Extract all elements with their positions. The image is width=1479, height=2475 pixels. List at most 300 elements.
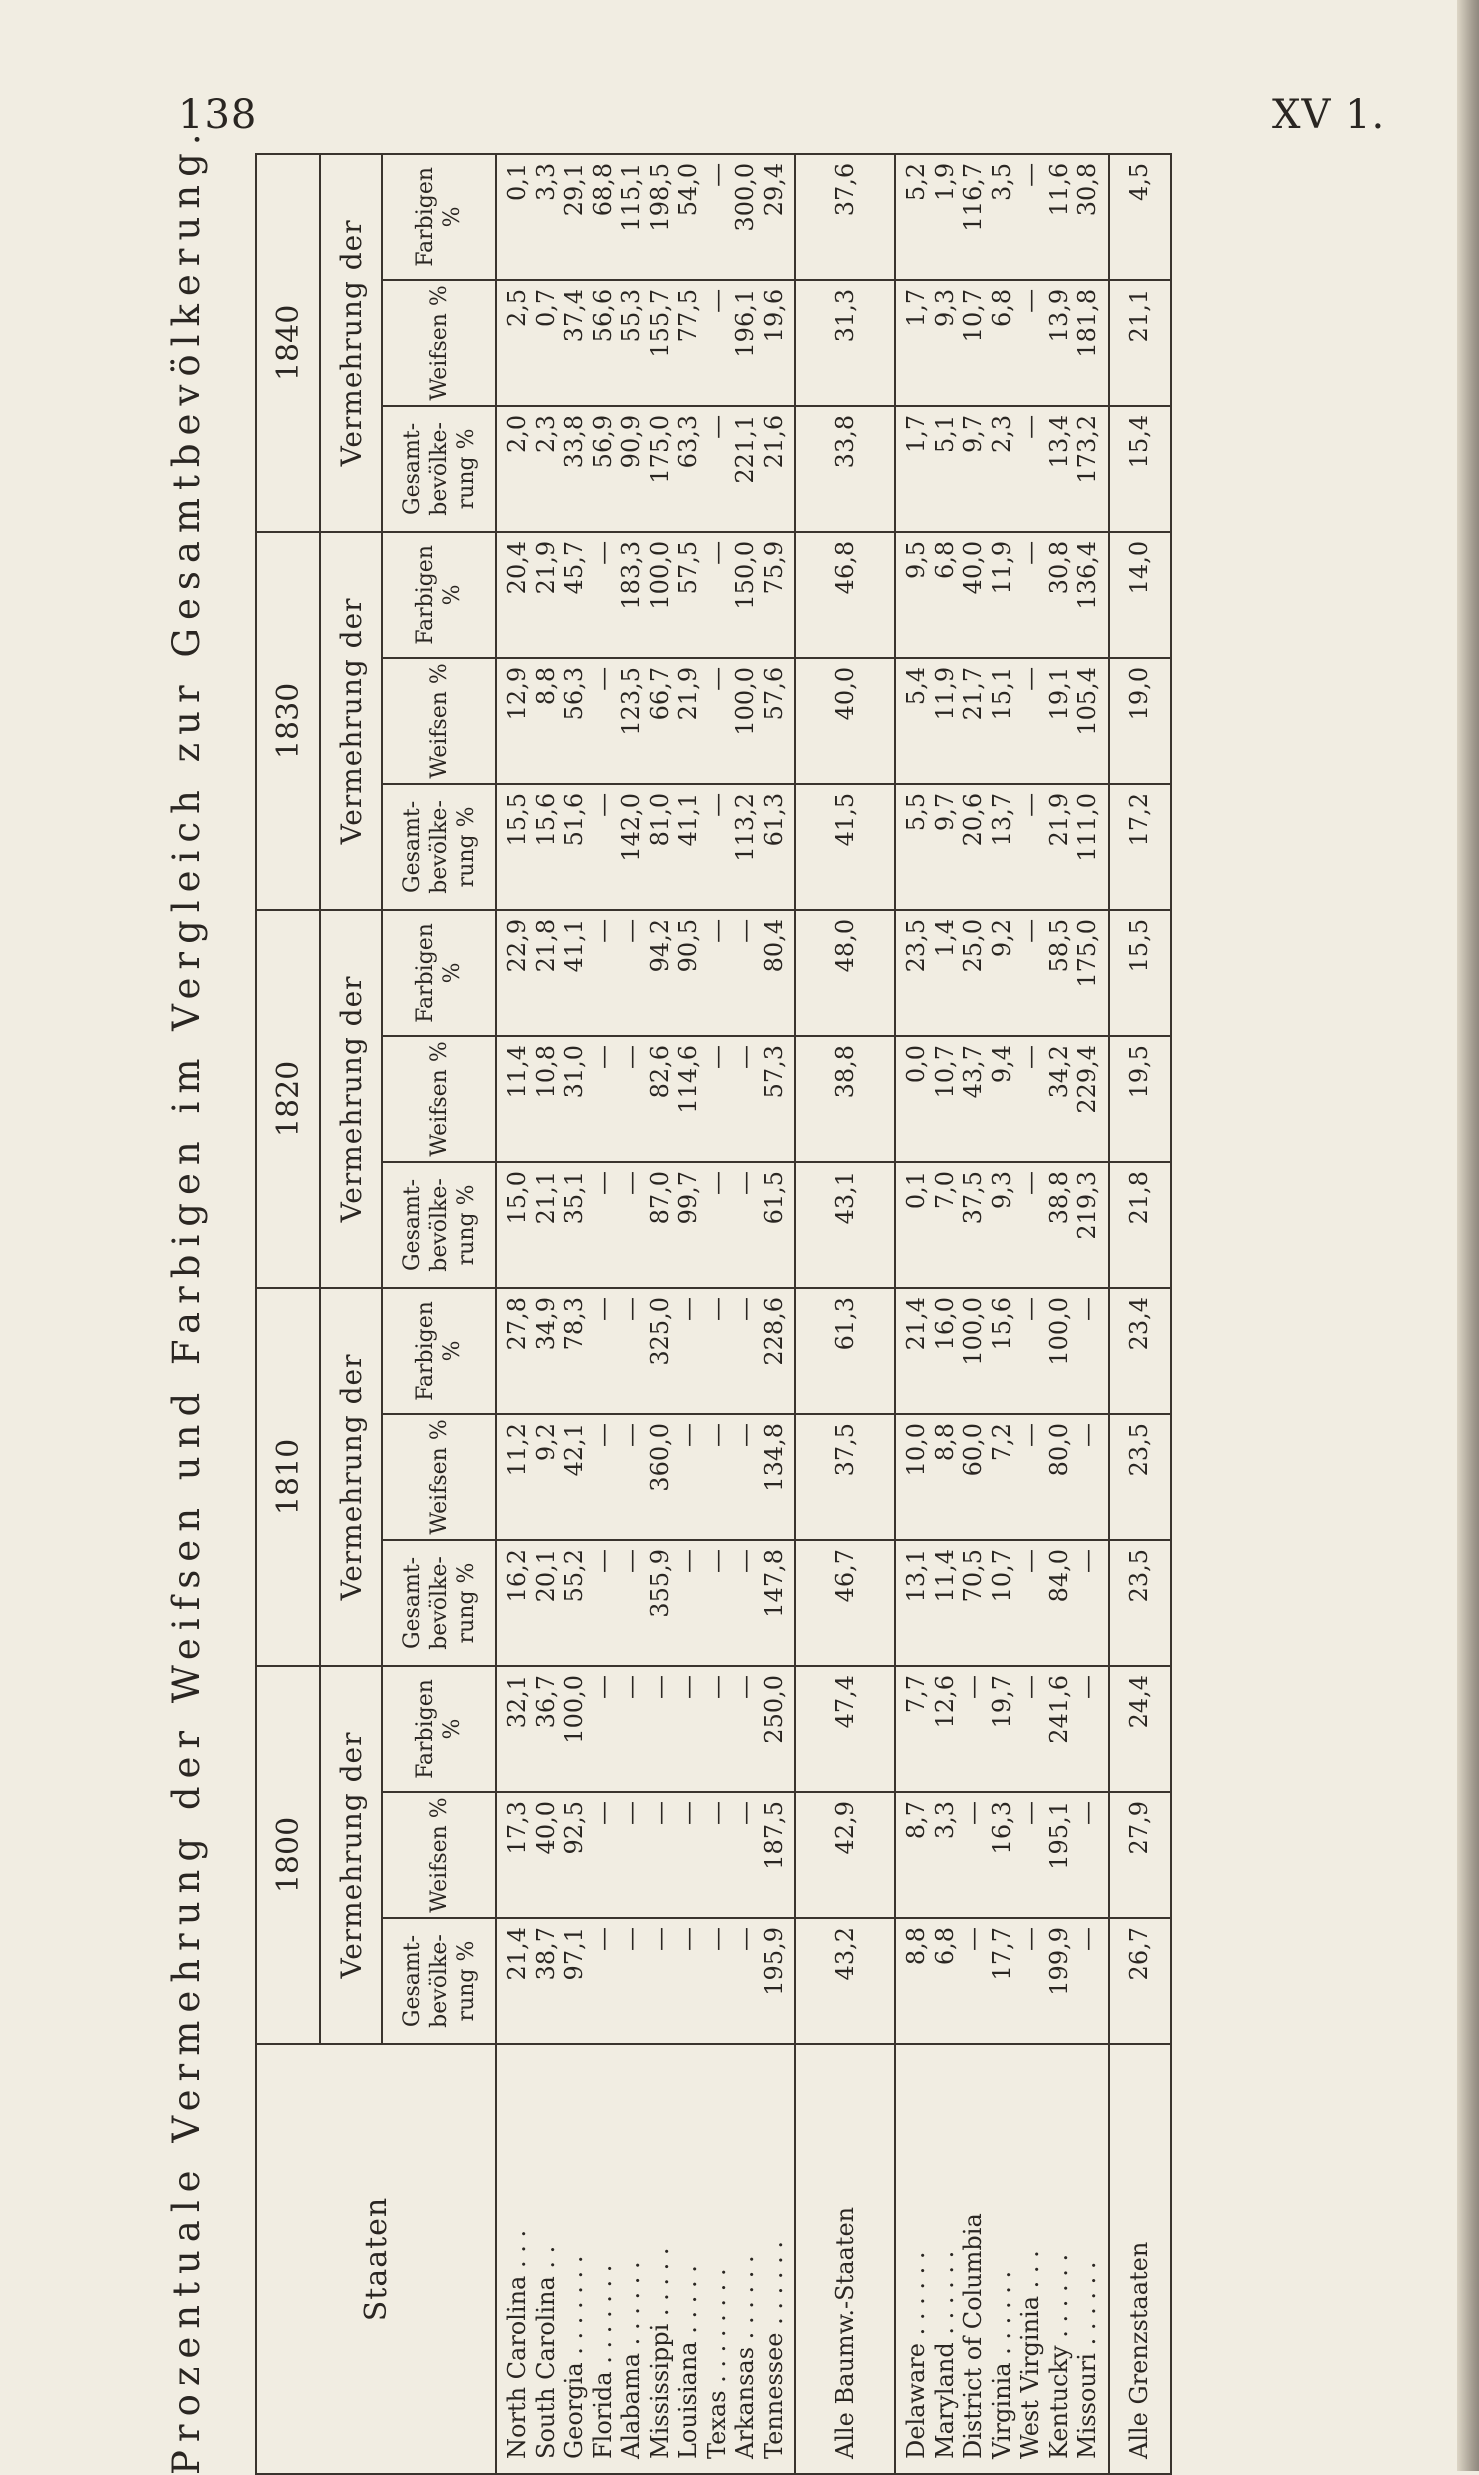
value: 15,0	[503, 1170, 531, 1225]
value: 15,5	[503, 792, 531, 847]
value: 9,2	[531, 1422, 560, 1462]
total-cotton-value: 61,3	[795, 1288, 895, 1414]
value: —	[674, 1422, 702, 1447]
value: 2,5	[503, 288, 531, 328]
total-border-label: Alle Grenzstaaten	[1109, 2044, 1171, 2474]
value: 195,9	[759, 1927, 788, 1996]
value: —	[1016, 1674, 1044, 1699]
value: 1,9	[930, 162, 959, 202]
value: —	[1073, 1674, 1101, 1699]
value: 27,8	[503, 1296, 531, 1351]
value: —	[1016, 1044, 1044, 1069]
value: 15,1	[987, 666, 1016, 721]
total-border-value: 15,5	[1109, 910, 1171, 1036]
value: 51,6	[560, 792, 588, 847]
value: 68,8	[588, 162, 617, 217]
value: 123,5	[617, 666, 645, 736]
value: 80,4	[759, 918, 788, 973]
value: —	[617, 1674, 645, 1699]
value: 173,2	[1073, 414, 1101, 484]
value: 63,3	[674, 414, 702, 469]
value: —	[588, 1548, 617, 1573]
value: —	[674, 1674, 702, 1699]
value: —	[702, 1170, 731, 1195]
border-column	[895, 658, 1109, 784]
value: West Virginia . . .	[1016, 2250, 1044, 2459]
border-column	[895, 1162, 1109, 1288]
value: 21,6	[759, 414, 788, 469]
value: 9,4	[987, 1044, 1016, 1084]
value: —	[617, 1927, 645, 1951]
value: 30,8	[1073, 162, 1101, 217]
value: 56,6	[588, 288, 617, 343]
total-border-value: 4,5	[1109, 154, 1171, 280]
value: —	[588, 1170, 617, 1195]
value: 35,1	[560, 1170, 588, 1225]
value: —	[588, 1422, 617, 1447]
total-border-value: 21,8	[1109, 1162, 1171, 1288]
border-column	[895, 1666, 1109, 1792]
value: 199,9	[1044, 1927, 1073, 1996]
value: —	[1016, 1296, 1044, 1321]
value: 60,0	[959, 1422, 987, 1477]
staaten-header: Staaten	[256, 2044, 496, 2474]
value: 198,5	[645, 162, 674, 232]
value: 355,9	[645, 1548, 674, 1618]
value: Kentucky . . . . . .	[1044, 2253, 1073, 2459]
value: Tennessee . . . . . .	[759, 2240, 788, 2459]
year-header: 1830	[256, 532, 320, 910]
border-column	[895, 154, 1109, 280]
value: Mississippi . . . . .	[645, 2247, 674, 2459]
value: 5,4	[902, 666, 930, 706]
value: 3,5	[987, 162, 1016, 202]
value: 84,0	[1044, 1548, 1073, 1603]
value: 100,0	[731, 666, 759, 736]
value: —	[1016, 1170, 1044, 1195]
value: 134,8	[759, 1422, 788, 1492]
value: —	[731, 1674, 759, 1699]
total-cotton-value: 43,2	[795, 1918, 895, 2044]
value: 21,9	[531, 540, 560, 595]
value: 12,6	[930, 1674, 959, 1729]
value: 6,8	[987, 288, 1016, 328]
value: —	[588, 1927, 617, 1951]
value: —	[588, 540, 617, 565]
cotton-column	[496, 1540, 795, 1666]
border-column	[895, 406, 1109, 532]
value: —	[1073, 1801, 1101, 1825]
value: —	[702, 1927, 731, 1951]
value: 10,7	[930, 1044, 959, 1099]
value: —	[702, 792, 731, 817]
value: —	[731, 1044, 759, 1069]
value: —	[702, 414, 731, 439]
value: —	[702, 1801, 731, 1825]
value: —	[588, 1044, 617, 1069]
value: 22,9	[503, 918, 531, 973]
value: 16,2	[503, 1548, 531, 1603]
total-border-value: 21,1	[1109, 280, 1171, 406]
value: 7,7	[902, 1674, 930, 1714]
value: 37,5	[959, 1170, 987, 1225]
total-border-value: 27,9	[1109, 1792, 1171, 1918]
subcolumn-header: Farbigen %	[382, 1666, 496, 1792]
total-cotton-value: 37,5	[795, 1414, 895, 1540]
subcolumn-header: Weifsen %	[382, 280, 496, 406]
value: 90,9	[617, 414, 645, 469]
value: 21,7	[959, 666, 987, 721]
value: —	[1016, 1801, 1044, 1825]
value: —	[617, 1801, 645, 1825]
vermehrung-header: Vermehrung der	[320, 1288, 382, 1666]
cotton-column	[496, 1162, 795, 1288]
value: 9,2	[987, 918, 1016, 958]
value: 9,7	[959, 414, 987, 454]
value: 115,1	[617, 162, 645, 232]
value: 11,9	[987, 540, 1016, 595]
value: 34,9	[531, 1296, 560, 1351]
value: 25,0	[959, 918, 987, 973]
value: 40,0	[959, 540, 987, 595]
value: 10,0	[902, 1422, 930, 1477]
value: 1,7	[902, 414, 930, 454]
value: —	[1073, 1422, 1101, 1447]
value: 42,1	[560, 1422, 588, 1477]
border-column	[895, 1918, 1109, 2044]
value: —	[645, 1927, 674, 1951]
value: 5,5	[902, 792, 930, 832]
value: 2,0	[503, 414, 531, 454]
value: 21,8	[531, 918, 560, 973]
border-column	[895, 532, 1109, 658]
value: 0,7	[531, 288, 560, 328]
value: —	[1016, 1548, 1044, 1573]
value: —	[617, 918, 645, 943]
value: 56,9	[588, 414, 617, 469]
vermehrung-header: Vermehrung der	[320, 1666, 382, 2044]
total-cotton-value: 46,7	[795, 1540, 895, 1666]
value: 29,4	[759, 162, 788, 217]
value: —	[588, 1674, 617, 1699]
value: —	[731, 1170, 759, 1195]
value: —	[959, 1674, 987, 1699]
value: —	[674, 1296, 702, 1321]
vermehrung-header: Vermehrung der	[320, 910, 382, 1288]
subcolumn-header: Gesamt-bevölke-rung %	[382, 1162, 496, 1288]
value: Arkansas . . . . . .	[731, 2255, 759, 2459]
value: 10,8	[531, 1044, 560, 1099]
value: 55,2	[560, 1548, 588, 1603]
value: 17,7	[987, 1927, 1016, 1981]
value: —	[731, 918, 759, 943]
value: 9,3	[987, 1170, 1016, 1210]
year-header: 1810	[256, 1288, 320, 1666]
value: 43,7	[959, 1044, 987, 1099]
total-cotton-label: Alle Baumw.-Staaten	[795, 2044, 895, 2474]
year-header: 1820	[256, 910, 320, 1288]
value: 175,0	[645, 414, 674, 484]
value: —	[702, 1422, 731, 1447]
value: —	[1073, 1927, 1101, 1951]
value: —	[645, 1801, 674, 1825]
value: 219,3	[1073, 1170, 1101, 1240]
value: 57,6	[759, 666, 788, 721]
state-names-border	[895, 2044, 1109, 2474]
total-border-value: 24,4	[1109, 1666, 1171, 1792]
value: 34,2	[1044, 1044, 1073, 1099]
border-column	[895, 1036, 1109, 1162]
value: 12,9	[503, 666, 531, 721]
value: 78,3	[560, 1296, 588, 1351]
value: 32,1	[503, 1674, 531, 1729]
value: 70,5	[959, 1548, 987, 1603]
value: 16,3	[987, 1801, 1016, 1855]
value: 228,6	[759, 1296, 788, 1366]
value: 80,0	[1044, 1422, 1073, 1477]
value: —	[731, 1927, 759, 1951]
subcolumn-header: Farbigen %	[382, 1288, 496, 1414]
total-cotton-value: 40,0	[795, 658, 895, 784]
vermehrung-header: Vermehrung der	[320, 154, 382, 532]
value: 13,7	[987, 792, 1016, 847]
value: —	[617, 1296, 645, 1321]
value: 19,7	[987, 1674, 1016, 1729]
value: —	[1016, 162, 1044, 187]
value: 3,3	[930, 1801, 959, 1840]
subcolumn-header: Weifsen %	[382, 1036, 496, 1162]
value: North Carolina . . .	[503, 2229, 531, 2459]
value: 0,1	[902, 1170, 930, 1210]
table-title: Prozentuale Vermehrung der Weifsen und Farbigen im Vergleich zur Gesamtbevölkerung.	[165, 125, 208, 2475]
value: 38,8	[1044, 1170, 1073, 1225]
value: —	[731, 1548, 759, 1573]
value: 2,3	[987, 414, 1016, 454]
value: 229,4	[1073, 1044, 1101, 1114]
total-border-value: 23,4	[1109, 1288, 1171, 1414]
value: 8,8	[902, 1927, 930, 1966]
value: 29,1	[560, 162, 588, 217]
value: 300,0	[731, 162, 759, 232]
value: —	[959, 1927, 987, 1951]
cotton-column	[496, 658, 795, 784]
value: —	[702, 1548, 731, 1573]
value: 142,0	[617, 792, 645, 862]
value: —	[674, 1927, 702, 1951]
value: 15,6	[531, 792, 560, 847]
value: 17,3	[503, 1801, 531, 1855]
value: —	[588, 1296, 617, 1321]
value: 13,4	[1044, 414, 1073, 469]
value: —	[702, 1674, 731, 1699]
value: 45,7	[560, 540, 588, 595]
subcolumn-header: Farbigen %	[382, 154, 496, 280]
value: 3,3	[531, 162, 560, 202]
value: —	[1016, 1422, 1044, 1447]
value: 20,4	[503, 540, 531, 595]
total-cotton-value: 33,8	[795, 406, 895, 532]
border-column	[895, 910, 1109, 1036]
value: 21,9	[674, 666, 702, 721]
value: —	[1016, 1927, 1044, 1951]
value: —	[588, 666, 617, 691]
value: 55,3	[617, 288, 645, 343]
value: 136,4	[1073, 540, 1101, 610]
cotton-column	[496, 1414, 795, 1540]
total-cotton-value: 38,8	[795, 1036, 895, 1162]
total-border-value: 26,7	[1109, 1918, 1171, 2044]
value: 21,9	[1044, 792, 1073, 847]
value: 94,2	[645, 918, 674, 973]
total-cotton-value: 31,3	[795, 280, 895, 406]
value: 175,0	[1073, 918, 1101, 988]
value: —	[731, 1422, 759, 1447]
value: 114,6	[674, 1044, 702, 1114]
value: 23,5	[902, 918, 930, 973]
value: 21,1	[531, 1170, 560, 1225]
cotton-column	[496, 280, 795, 406]
value: 8,7	[902, 1801, 930, 1840]
value: Alabama . . . . . .	[617, 2261, 645, 2459]
value: 8,8	[930, 1422, 959, 1462]
value: 9,5	[902, 540, 930, 580]
value: 241,6	[1044, 1674, 1073, 1744]
value: 250,0	[759, 1674, 788, 1744]
border-column	[895, 1414, 1109, 1540]
value: —	[702, 162, 731, 187]
cotton-column	[496, 1918, 795, 2044]
value: 5,2	[902, 162, 930, 202]
page-number: 138	[178, 92, 258, 138]
value: —	[617, 1170, 645, 1195]
value: Virginia . . . . . .	[987, 2270, 1016, 2459]
value: 10,7	[959, 288, 987, 343]
value: 8,8	[531, 666, 560, 706]
value: 57,3	[759, 1044, 788, 1099]
value: Louisiana . . . . .	[674, 2265, 702, 2459]
cotton-column	[496, 784, 795, 910]
subcolumn-header: Gesamt-bevölke-rung %	[382, 1540, 496, 1666]
value: 82,6	[645, 1044, 674, 1099]
state-names-cotton	[496, 2044, 795, 2474]
value: 2,3	[531, 414, 560, 454]
value: —	[1073, 1296, 1101, 1321]
total-border-value: 23,5	[1109, 1414, 1171, 1540]
value: —	[588, 918, 617, 943]
value: 7,0	[930, 1170, 959, 1210]
value: 30,8	[1044, 540, 1073, 595]
value: —	[645, 1674, 674, 1699]
value: 100,0	[645, 540, 674, 610]
value: 19,6	[759, 288, 788, 343]
value: 0,1	[503, 162, 531, 202]
value: 21,4	[902, 1296, 930, 1351]
value: 100,0	[1044, 1296, 1073, 1366]
value: —	[617, 1044, 645, 1069]
value: Florida . . . . . . .	[588, 2264, 617, 2459]
value: 187,5	[759, 1801, 788, 1870]
value: 9,7	[930, 792, 959, 832]
value: 33,8	[560, 414, 588, 469]
value: 155,7	[645, 288, 674, 358]
value: 181,8	[1073, 288, 1101, 358]
value: Texas . . . . . . . .	[702, 2268, 731, 2459]
value: —	[588, 792, 617, 817]
border-column	[895, 1540, 1109, 1666]
value: 13,1	[902, 1548, 930, 1603]
value: Missouri . . . . . .	[1073, 2261, 1101, 2459]
value: 150,0	[731, 540, 759, 610]
value: 0,0	[902, 1044, 930, 1084]
value: —	[702, 540, 731, 565]
year-header: 1800	[256, 1666, 320, 2044]
cotton-column	[496, 1792, 795, 1918]
value: —	[702, 1296, 731, 1321]
value: —	[702, 918, 731, 943]
value: 360,0	[645, 1422, 674, 1492]
value: 6,8	[930, 540, 959, 580]
value: South Carolina . .	[531, 2245, 560, 2459]
value: 195,1	[1044, 1801, 1073, 1870]
total-border-value: 14,0	[1109, 532, 1171, 658]
total-cotton-value: 43,1	[795, 1162, 895, 1288]
value: 66,7	[645, 666, 674, 721]
value: 56,3	[560, 666, 588, 721]
value: 11,4	[930, 1548, 959, 1603]
total-cotton-value: 48,0	[795, 910, 895, 1036]
value: 1,7	[902, 288, 930, 328]
cotton-column	[496, 1288, 795, 1414]
value: 11,9	[930, 666, 959, 721]
subcolumn-header: Gesamt-bevölke-rung %	[382, 406, 496, 532]
population-table	[255, 153, 1172, 2475]
value: —	[1016, 792, 1044, 817]
value: 100,0	[560, 1674, 588, 1744]
page-edge	[1457, 0, 1479, 2471]
value: —	[959, 1801, 987, 1825]
year-header: 1840	[256, 154, 320, 532]
total-cotton-value: 42,9	[795, 1792, 895, 1918]
value: 105,4	[1073, 666, 1101, 736]
value: —	[588, 1801, 617, 1825]
value: —	[1016, 288, 1044, 313]
value: —	[674, 1548, 702, 1573]
value: 31,0	[560, 1044, 588, 1099]
value: 38,7	[531, 1927, 560, 1981]
cotton-column	[496, 1666, 795, 1792]
section-marker: XV 1.	[1272, 92, 1386, 138]
value: 40,0	[531, 1801, 560, 1855]
cotton-column	[496, 910, 795, 1036]
value: —	[617, 1422, 645, 1447]
value: 20,1	[531, 1548, 560, 1603]
value: —	[731, 1296, 759, 1321]
value: —	[1073, 1548, 1101, 1573]
value: —	[702, 1044, 731, 1069]
total-border-value: 19,0	[1109, 658, 1171, 784]
border-column	[895, 1792, 1109, 1918]
value: 113,2	[731, 792, 759, 862]
value: —	[702, 288, 731, 313]
rotated-table-block	[165, 125, 1355, 2475]
total-cotton-value: 41,5	[795, 784, 895, 910]
value: Georgia . . . . . . .	[560, 2255, 588, 2459]
cotton-column	[496, 1036, 795, 1162]
total-cotton-value: 37,6	[795, 154, 895, 280]
value: 92,5	[560, 1801, 588, 1855]
subcolumn-header: Farbigen %	[382, 910, 496, 1036]
border-column	[895, 280, 1109, 406]
